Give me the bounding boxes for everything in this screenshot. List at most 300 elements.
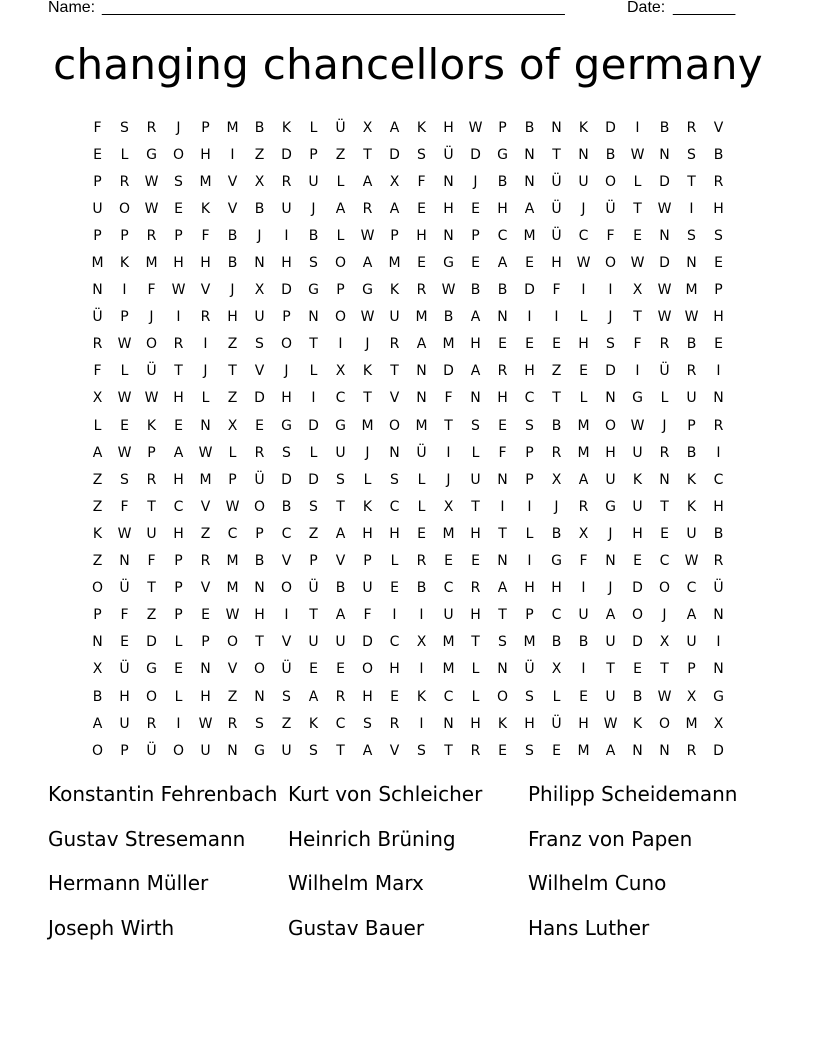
grid-letter[interactable]: A [524,200,535,217]
grid-letter[interactable]: R [713,173,724,190]
grid-letter[interactable]: E [174,661,183,678]
grid-letter[interactable]: K [686,498,697,515]
grid-letter[interactable]: O [388,417,401,434]
grid-letter[interactable]: K [281,119,292,136]
grid-letter[interactable]: A [173,444,184,461]
grid-letter[interactable]: R [227,715,238,732]
grid-letter[interactable]: M [226,580,239,597]
grid-letter[interactable]: A [362,173,373,190]
grid-letter[interactable]: B [308,227,319,244]
grid-letter[interactable]: H [119,688,130,705]
grid-letter[interactable]: P [228,471,237,488]
grid-letter[interactable]: I [392,607,397,624]
grid-letter[interactable]: L [390,553,399,570]
grid-letter[interactable]: H [281,390,292,407]
grid-letter[interactable]: N [497,471,508,488]
grid-letter[interactable]: B [497,173,508,190]
grid-letter[interactable]: J [284,363,289,380]
grid-letter[interactable]: L [336,173,345,190]
grid-letter[interactable]: X [578,525,589,542]
grid-letter[interactable]: C [686,580,697,597]
grid-letter[interactable]: C [335,390,346,407]
grid-letter[interactable]: J [581,200,586,217]
grid-letter[interactable]: P [525,607,534,624]
grid-letter[interactable]: I [527,498,532,515]
grid-letter[interactable]: K [362,363,373,380]
grid-letter[interactable]: H [173,471,184,488]
grid-letter[interactable]: P [93,173,102,190]
grid-letter[interactable]: P [255,525,264,542]
grid-letter[interactable]: S [525,688,534,705]
grid-letter[interactable]: L [228,444,237,461]
grid-letter[interactable]: B [713,146,724,163]
grid-letter[interactable]: L [579,309,588,326]
grid-letter[interactable]: O [226,634,239,651]
grid-letter[interactable]: U [119,715,130,732]
grid-letter[interactable]: L [309,363,318,380]
grid-letter[interactable]: K [92,525,103,542]
grid-letter[interactable]: T [363,390,372,407]
grid-letter[interactable]: O [334,309,347,326]
grid-letter[interactable]: H [470,715,481,732]
grid-letter[interactable]: D [281,471,292,488]
grid-letter[interactable]: H [578,715,589,732]
grid-letter[interactable]: O [658,715,671,732]
grid-letter[interactable]: Z [281,715,292,732]
grid-letter[interactable]: E [579,363,588,380]
grid-letter[interactable]: S [498,634,507,651]
grid-letter[interactable]: L [120,363,129,380]
grid-letter[interactable]: Ü [713,580,724,597]
grid-letter[interactable]: I [581,282,586,299]
grid-letter[interactable]: A [470,363,481,380]
grid-letter[interactable]: W [144,390,159,407]
grid-letter[interactable]: O [361,661,374,678]
grid-letter[interactable]: H [200,146,211,163]
grid-letter[interactable]: C [389,498,400,515]
grid-letter[interactable]: N [92,634,103,651]
grid-letter[interactable]: P [120,309,129,326]
grid-letter[interactable]: R [470,742,481,759]
grid-letter[interactable]: H [524,715,535,732]
grid-letter[interactable]: L [201,390,210,407]
grid-letter[interactable]: H [200,688,211,705]
grid-letter[interactable]: H [578,336,589,353]
grid-letter[interactable]: N [389,444,400,461]
grid-letter[interactable]: O [91,742,104,759]
grid-letter[interactable]: E [201,607,210,624]
grid-letter[interactable]: T [363,146,372,163]
grid-letter[interactable]: L [174,688,183,705]
grid-letter[interactable]: R [578,498,589,515]
grid-letter[interactable]: L [174,634,183,651]
grid-letter[interactable]: W [171,282,186,299]
grid-letter[interactable]: L [363,471,372,488]
grid-letter[interactable]: B [551,417,562,434]
grid-letter[interactable]: W [198,444,213,461]
grid-letter[interactable]: W [117,444,132,461]
grid-letter[interactable]: W [657,282,672,299]
grid-letter[interactable]: B [92,688,103,705]
grid-letter[interactable]: H [632,525,643,542]
grid-letter[interactable]: P [174,227,183,244]
grid-letter[interactable]: D [470,146,481,163]
grid-letter[interactable]: C [389,634,400,651]
grid-letter[interactable]: H [470,607,481,624]
grid-letter[interactable]: T [444,417,453,434]
grid-letter[interactable]: V [713,119,724,136]
grid-letter[interactable]: L [525,525,534,542]
grid-letter[interactable]: H [200,255,211,272]
grid-letter[interactable]: W [684,309,699,326]
grid-letter[interactable]: L [93,417,102,434]
grid-letter[interactable]: J [608,580,613,597]
grid-letter[interactable]: T [687,173,696,190]
grid-letter[interactable]: N [713,390,724,407]
grid-letter[interactable]: D [389,146,400,163]
grid-letter[interactable]: I [716,363,721,380]
grid-letter[interactable]: X [227,417,238,434]
grid-letter[interactable]: A [92,444,103,461]
grid-letter[interactable]: J [176,119,181,136]
grid-letter[interactable]: K [416,119,427,136]
grid-letter[interactable]: A [497,580,508,597]
grid-letter[interactable]: L [579,390,588,407]
grid-letter[interactable]: A [497,255,508,272]
grid-letter[interactable]: M [442,661,455,678]
grid-letter[interactable]: A [605,607,616,624]
grid-letter[interactable]: P [309,553,318,570]
grid-letter[interactable]: D [281,282,292,299]
grid-letter[interactable]: E [498,742,507,759]
grid-letter[interactable]: W [630,146,645,163]
grid-letter[interactable]: O [145,336,158,353]
grid-letter[interactable]: P [471,227,480,244]
grid-letter[interactable]: B [335,580,346,597]
grid-letter[interactable]: A [335,607,346,624]
grid-letter[interactable]: T [309,336,318,353]
grid-letter[interactable]: H [497,390,508,407]
grid-letter[interactable]: I [608,282,613,299]
grid-letter[interactable]: N [308,309,319,326]
grid-letter[interactable]: I [419,715,424,732]
grid-letter[interactable]: Ü [146,363,157,380]
grid-letter[interactable]: O [631,607,644,624]
grid-letter[interactable]: F [417,173,426,190]
grid-letter[interactable]: E [525,336,534,353]
date-field[interactable]: _______ [673,0,736,16]
grid-letter[interactable]: K [308,715,319,732]
grid-letter[interactable]: G [335,417,346,434]
grid-letter[interactable]: N [254,688,265,705]
grid-letter[interactable]: W [198,715,213,732]
grid-letter[interactable]: M [415,417,428,434]
grid-letter[interactable]: T [606,661,615,678]
grid-letter[interactable]: I [581,661,586,678]
grid-letter[interactable]: I [581,580,586,597]
grid-letter[interactable]: W [360,309,375,326]
grid-letter[interactable]: I [176,715,181,732]
grid-letter[interactable]: X [551,471,562,488]
grid-letter[interactable]: W [468,119,483,136]
grid-letter[interactable]: Ü [308,580,319,597]
grid-letter[interactable]: S [525,417,534,434]
grid-letter[interactable]: D [308,417,319,434]
grid-letter[interactable]: D [659,173,670,190]
grid-letter[interactable]: O [253,661,266,678]
grid-letter[interactable]: B [686,444,697,461]
grid-letter[interactable]: U [632,444,643,461]
grid-letter[interactable]: F [444,390,453,407]
grid-letter[interactable]: N [497,309,508,326]
grid-letter[interactable]: S [120,119,129,136]
grid-letter[interactable]: J [149,309,154,326]
grid-letter[interactable]: U [281,742,292,759]
grid-letter[interactable]: F [579,553,588,570]
grid-letter[interactable]: H [227,309,238,326]
grid-letter[interactable]: X [362,119,373,136]
grid-letter[interactable]: I [203,336,208,353]
grid-letter[interactable]: W [657,309,672,326]
grid-letter[interactable]: G [443,255,454,272]
grid-letter[interactable]: E [498,417,507,434]
grid-letter[interactable]: G [146,146,157,163]
grid-letter[interactable]: G [605,498,616,515]
grid-letter[interactable]: C [443,688,454,705]
grid-letter[interactable]: C [227,525,238,542]
grid-letter[interactable]: T [471,498,480,515]
grid-letter[interactable]: U [308,634,319,651]
grid-letter[interactable]: H [362,525,373,542]
grid-letter[interactable]: H [389,661,400,678]
grid-letter[interactable]: R [551,444,562,461]
grid-letter[interactable]: V [200,498,211,515]
grid-letter[interactable]: K [578,119,589,136]
grid-letter[interactable]: A [335,200,346,217]
grid-letter[interactable]: H [470,525,481,542]
grid-letter[interactable]: K [632,715,643,732]
grid-letter[interactable]: R [389,336,400,353]
grid-letter[interactable]: X [335,363,346,380]
grid-letter[interactable]: O [604,417,617,434]
grid-letter[interactable]: E [579,688,588,705]
grid-letter[interactable]: E [633,553,642,570]
grid-letter[interactable]: N [713,661,724,678]
grid-letter[interactable]: W [576,255,591,272]
grid-letter[interactable]: E [714,255,723,272]
grid-letter[interactable]: S [309,498,318,515]
grid-letter[interactable]: Ü [605,200,616,217]
grid-letter[interactable]: P [309,146,318,163]
grid-letter[interactable]: J [554,498,559,515]
grid-letter[interactable]: E [417,525,426,542]
grid-letter[interactable]: N [578,146,589,163]
grid-letter[interactable]: X [443,498,454,515]
grid-letter[interactable]: B [524,119,535,136]
grid-letter[interactable]: N [605,390,616,407]
grid-letter[interactable]: Ü [92,309,103,326]
grid-letter[interactable]: U [335,634,346,651]
grid-letter[interactable]: T [309,607,318,624]
grid-letter[interactable]: H [362,688,373,705]
grid-letter[interactable]: I [338,336,343,353]
grid-letter[interactable]: P [120,227,129,244]
grid-letter[interactable]: E [174,417,183,434]
grid-letter[interactable]: S [309,255,318,272]
grid-letter[interactable]: X [686,688,697,705]
grid-letter[interactable]: M [199,173,212,190]
grid-letter[interactable]: P [93,607,102,624]
grid-letter[interactable]: X [389,173,400,190]
grid-letter[interactable]: B [632,688,643,705]
grid-letter[interactable]: D [146,634,157,651]
grid-letter[interactable]: Z [308,525,319,542]
grid-letter[interactable]: N [659,742,670,759]
grid-letter[interactable]: A [92,715,103,732]
grid-letter[interactable]: T [498,525,507,542]
grid-letter[interactable]: Ü [335,119,346,136]
grid-letter[interactable]: D [362,634,373,651]
grid-letter[interactable]: F [498,444,507,461]
grid-letter[interactable]: W [117,336,132,353]
grid-letter[interactable]: T [552,390,561,407]
grid-letter[interactable]: B [605,146,616,163]
grid-letter[interactable]: M [523,634,536,651]
grid-letter[interactable]: B [227,227,238,244]
grid-letter[interactable]: O [280,336,293,353]
grid-letter[interactable]: B [713,525,724,542]
grid-letter[interactable]: D [659,255,670,272]
grid-letter[interactable]: G [632,390,643,407]
grid-letter[interactable]: X [713,715,724,732]
grid-letter[interactable]: B [254,553,265,570]
grid-letter[interactable]: U [686,390,697,407]
grid-letter[interactable]: E [417,200,426,217]
grid-letter[interactable]: Ü [443,146,454,163]
grid-letter[interactable]: O [496,688,509,705]
grid-letter[interactable]: U [578,607,589,624]
grid-letter[interactable]: I [284,607,289,624]
grid-letter[interactable]: R [173,336,184,353]
grid-letter[interactable]: T [255,634,264,651]
grid-letter[interactable]: S [525,742,534,759]
grid-letter[interactable]: J [230,282,235,299]
grid-letter[interactable]: U [389,309,400,326]
grid-letter[interactable]: P [525,444,534,461]
grid-letter[interactable]: O [334,255,347,272]
grid-letter[interactable]: C [659,553,670,570]
grid-letter[interactable]: S [120,471,129,488]
grid-letter[interactable]: J [257,227,262,244]
grid-letter[interactable]: N [659,471,670,488]
grid-letter[interactable]: P [174,607,183,624]
grid-letter[interactable]: R [146,471,157,488]
grid-letter[interactable]: J [473,173,478,190]
grid-letter[interactable]: O [604,255,617,272]
grid-letter[interactable]: P [174,580,183,597]
grid-letter[interactable]: K [362,498,373,515]
grid-letter[interactable]: M [388,255,401,272]
grid-letter[interactable]: E [417,255,426,272]
grid-letter[interactable]: E [255,417,264,434]
grid-letter[interactable]: N [524,146,535,163]
grid-letter[interactable]: D [443,363,454,380]
grid-letter[interactable]: H [497,200,508,217]
grid-letter[interactable]: P [498,119,507,136]
grid-letter[interactable]: K [632,471,643,488]
grid-letter[interactable]: I [500,498,505,515]
grid-letter[interactable]: D [308,471,319,488]
grid-letter[interactable]: G [254,742,265,759]
grid-letter[interactable]: N [200,661,211,678]
grid-letter[interactable]: Z [227,336,238,353]
name-field[interactable]: ____________________________________________________ [102,0,565,16]
grid-letter[interactable]: Ü [281,661,292,678]
grid-letter[interactable]: C [578,227,589,244]
grid-letter[interactable]: J [203,363,208,380]
grid-letter[interactable]: I [716,444,721,461]
grid-letter[interactable]: T [660,498,669,515]
grid-letter[interactable]: H [470,336,481,353]
grid-letter[interactable]: Ü [524,661,535,678]
grid-letter[interactable]: S [309,742,318,759]
grid-letter[interactable]: J [662,607,667,624]
grid-letter[interactable]: I [122,282,127,299]
grid-letter[interactable]: A [389,119,400,136]
grid-letter[interactable]: M [361,417,374,434]
grid-letter[interactable]: B [551,525,562,542]
grid-letter[interactable]: P [93,227,102,244]
grid-letter[interactable]: R [335,688,346,705]
grid-letter[interactable]: S [417,146,426,163]
grid-letter[interactable]: V [227,200,238,217]
grid-letter[interactable]: I [716,634,721,651]
grid-letter[interactable]: D [632,580,643,597]
grid-letter[interactable]: X [254,173,265,190]
grid-letter[interactable]: T [660,661,669,678]
grid-letter[interactable]: Ü [119,580,130,597]
grid-letter[interactable]: X [92,661,103,678]
grid-letter[interactable]: U [443,607,454,624]
grid-letter[interactable]: I [446,444,451,461]
grid-letter[interactable]: O [118,200,131,217]
grid-letter[interactable]: C [443,580,454,597]
grid-letter[interactable]: X [632,282,643,299]
grid-letter[interactable]: S [714,227,723,244]
grid-letter[interactable]: F [147,553,156,570]
grid-letter[interactable]: Z [92,471,103,488]
grid-letter[interactable]: N [119,553,130,570]
grid-letter[interactable]: W [441,282,456,299]
grid-letter[interactable]: J [365,444,370,461]
grid-letter[interactable]: G [362,282,373,299]
grid-letter[interactable]: Z [146,607,157,624]
grid-letter[interactable]: R [686,363,697,380]
grid-letter[interactable]: R [686,119,697,136]
grid-letter[interactable]: U [146,525,157,542]
grid-letter[interactable]: E [633,227,642,244]
grid-letter[interactable]: R [146,119,157,136]
grid-letter[interactable]: F [93,119,102,136]
grid-letter[interactable]: H [443,200,454,217]
grid-letter[interactable]: F [147,282,156,299]
grid-letter[interactable]: P [201,634,210,651]
grid-letter[interactable]: S [606,336,615,353]
grid-letter[interactable]: R [497,363,508,380]
grid-letter[interactable]: U [578,173,589,190]
grid-letter[interactable]: U [686,525,697,542]
grid-letter[interactable]: S [282,444,291,461]
